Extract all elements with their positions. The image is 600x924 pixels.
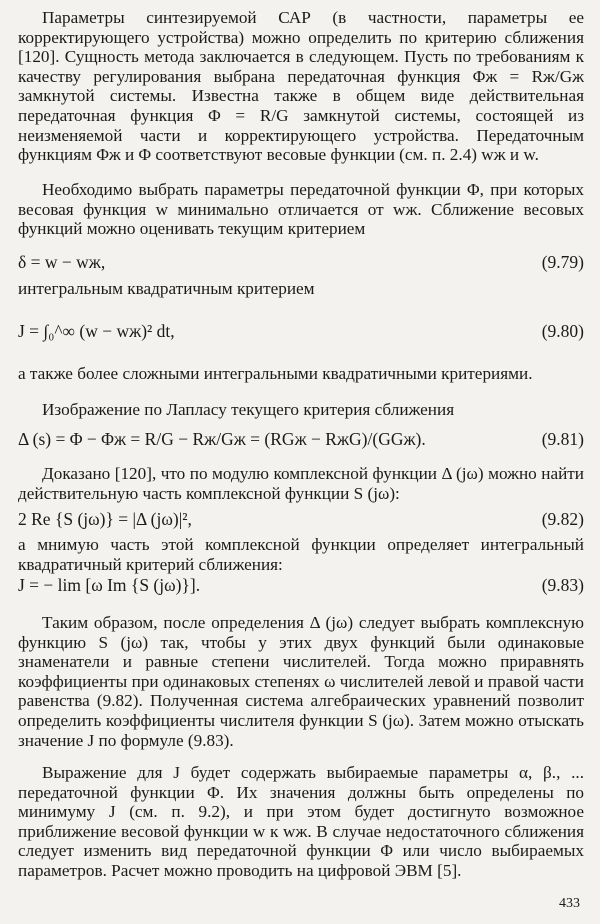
- equation-number: (9.83): [541, 575, 584, 595]
- paragraph-5: Изображение по Лапласу текущего критерия сближения: [42, 400, 455, 419]
- equation-expression: δ = w − wж,: [18, 252, 106, 272]
- paragraph-9: Выражение для J будет содержать выбираемые параметры α, β., ... передаточной функции Φ. Их значения должны быть определены по минимуму J (см. п. 9.2), и при этом будет достигнуто возможное приближение весовой функции w к wж. В случае недостаточного сближения следует изменить вид передаточной функции Φ или число выбираемых параметров. Расчет можно проводить на цифровой ЭВМ [5].: [18, 763, 584, 880]
- equation-expression: Δ (s) = Φ − Φж = R/G − Rж/Gж = (RGж − RжG)/(GGж).: [18, 429, 426, 449]
- paragraph-4: а также более сложными интегральными квадратичными критериями.: [18, 364, 533, 383]
- paragraph-6: Доказано [120], что по модулю комплексной функции Δ (jω) можно найти действительную часть комплексной функции S (jω):: [18, 464, 584, 503]
- equation-expression: J = − lim [ω Im {S (jω)}].: [18, 575, 201, 595]
- paragraph-7: а мнимую часть этой комплексной функции определяет интегральный квадратичный критерий сближения:: [18, 535, 584, 574]
- equation-number: (9.79): [541, 252, 584, 272]
- paragraph-2: Необходимо выбрать параметры передаточной функции Φ, при которых весовая функция w минимально отличается от wж. Сближение весовых функций можно оценивать текущим критерием: [18, 180, 584, 239]
- equation-expression: J = ∫₀^∞ (w − wж)² dt,: [18, 321, 175, 341]
- equation-expression: 2 Re {S (jω)} = |Δ (jω)|²,: [18, 509, 192, 529]
- paragraph-3: интегральным квадратичным критерием: [18, 279, 315, 298]
- page-number: 433: [559, 896, 580, 911]
- equation-number: (9.80): [541, 321, 584, 341]
- paragraph-8: Таким образом, после определения Δ (jω) следует выбрать комплексную функцию S (jω) так, чтобы у этих двух функций были одинаковые знаменатели и равные степени числителей. Тогда можно приравнять коэффициенты при одинаковых степенях ω числителей левой и правой части равенства (9.82). Полученная система алгебраических уравнений позволит определить коэффициенты числителя функции S (jω). Затем можно отыскать значение J по формуле (9.83).: [18, 613, 584, 750]
- equation-number: (9.82): [541, 509, 584, 529]
- paragraph-1: Параметры синтезируемой САР (в частности, параметры ее корректирующего устройства) можно определить по критерию сближения [120]. Сущность метода заключается в следующем. Пусть по требованиям к качеству регулирования выбрана передаточная функция Φж = Rж/Gж замкнутой системы. Известна также в общем виде действительная передаточная функция Φ = R/G замкнутой системы, состоящей из неизменяемой части и корректирующего устройства. Передаточным функциям Φж и Φ соответствуют весовые функции (см. п. 2.4) wж и w.: [18, 8, 584, 165]
- equation-number: (9.81): [541, 429, 584, 449]
